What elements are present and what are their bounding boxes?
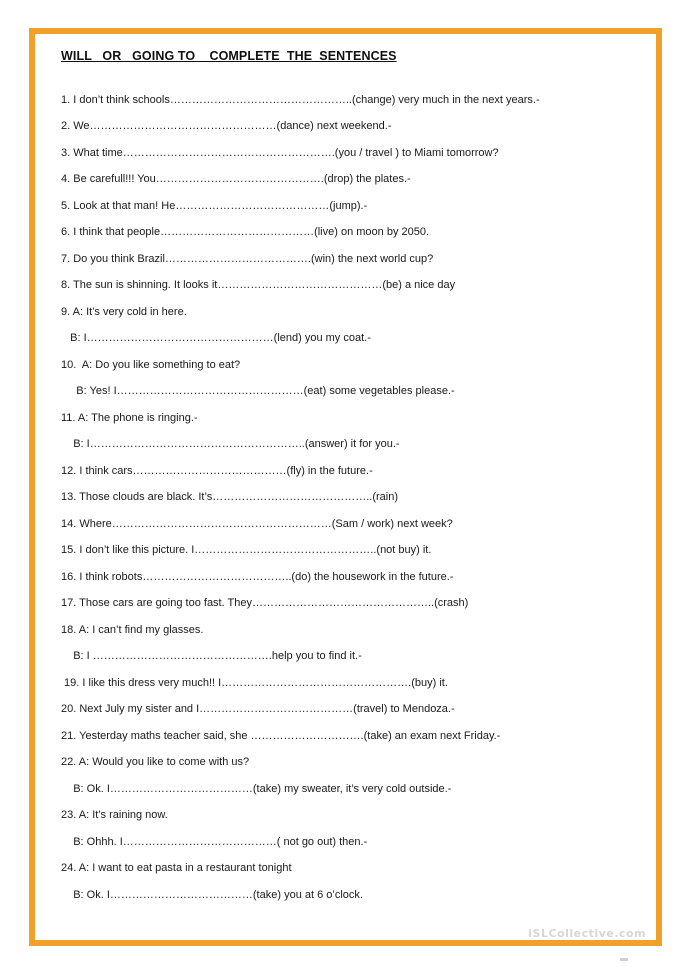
exercise-line-9a: 9. A: It’s very cold in here. (61, 306, 187, 318)
exercise-line-10a: 10. A: Do you like something to eat? (61, 359, 241, 371)
exercise-line-5: 5. Look at that man! He……………………………………(jump).- (61, 200, 368, 212)
exercise-line-4: 4. Be carefull!!! You……………………………………….(drop) the plates.- (61, 173, 411, 185)
exercise-line-18a: 18. A: I can’t find my glasses. (61, 624, 204, 636)
worksheet-frame (29, 28, 662, 946)
exercise-line-3: 3. What time………………………………………………….(you / travel ) to Miami tomorrow? (61, 147, 499, 159)
exercise-line-8: 8. The sun is shinning. It looks it………………………………………(be) a nice day (61, 279, 456, 291)
exercise-line-11b: B: I…………………………………………………..(answer) it for you.- (61, 438, 400, 450)
exercise-line-14: 14. Where……………………………………………………(Sam / work) next week? (61, 518, 453, 530)
exercise-line-18b: B: I ………………………………………….help you to find it.- (61, 650, 362, 662)
exercise-line-6: 6. I think that people……………………………………(live) on moon by 2050. (61, 226, 430, 238)
exercise-line-20: 20. Next July my sister and I……………………………………(travel) to Mendoza.- (61, 703, 455, 715)
exercise-line-24a: 24. A: I want to eat pasta in a restaurant tonight (61, 862, 292, 874)
page-corner-mark (620, 958, 628, 961)
exercise-line-21: 21. Yesterday maths teacher said, she ………………………….(take) an exam next Friday.- (61, 730, 501, 742)
worksheet-title: WILL OR GOING TO COMPLETE THE SENTENCES (61, 49, 397, 63)
exercise-line-2: 2. We……………………………………………(dance) next weekend.- (61, 120, 392, 132)
exercise-line-23b: B: Ohhh. I……………………………………( not go out) then.- (61, 836, 368, 848)
exercise-line-23a: 23. A: It’s raining now. (61, 809, 168, 821)
exercise-line-22a: 22. A: Would you like to come with us? (61, 756, 250, 768)
exercise-line-10b: B: Yes! I……………………………………………(eat) some vegetables please.- (61, 385, 455, 397)
exercise-line-17: 17. Those cars are going too fast. They…………………………………………..(crash) (61, 597, 469, 609)
exercise-line-24b: B: Ok. I…………………………………(take) you at 6 o’clock. (61, 889, 363, 901)
exercise-line-7: 7. Do you think Brazil………………………………….(win) the next world cup? (61, 253, 434, 265)
exercise-line-15: 15. I don’t like this picture. I…………………………………………..(not buy) it. (61, 544, 432, 556)
exercise-line-16: 16. I think robots…………………………………..(do) the housework in the future.- (61, 571, 454, 583)
exercise-line-19: 19. I like this dress very much!! I…………………………………………….(buy) it. (61, 677, 448, 689)
exercise-line-12: 12. I think cars……………………………………(fly) in the future.- (61, 465, 373, 477)
exercise-line-9b: B: I……………………………………………(lend) you my coat.- (61, 332, 371, 344)
exercise-line-13: 13. Those clouds are black. It’s……………………………………..(rain) (61, 491, 399, 503)
exercise-line-22b: B: Ok. I…………………………………(take) my sweater, it’s very cold outside.- (61, 783, 452, 795)
exercise-line-11a: 11. A: The phone is ringing.- (61, 412, 198, 424)
exercise-line-1: 1. I don’t think schools…………………………………………..(change) very much in the next years.- (61, 94, 540, 106)
site-watermark: iSLCollective.com (528, 927, 646, 940)
